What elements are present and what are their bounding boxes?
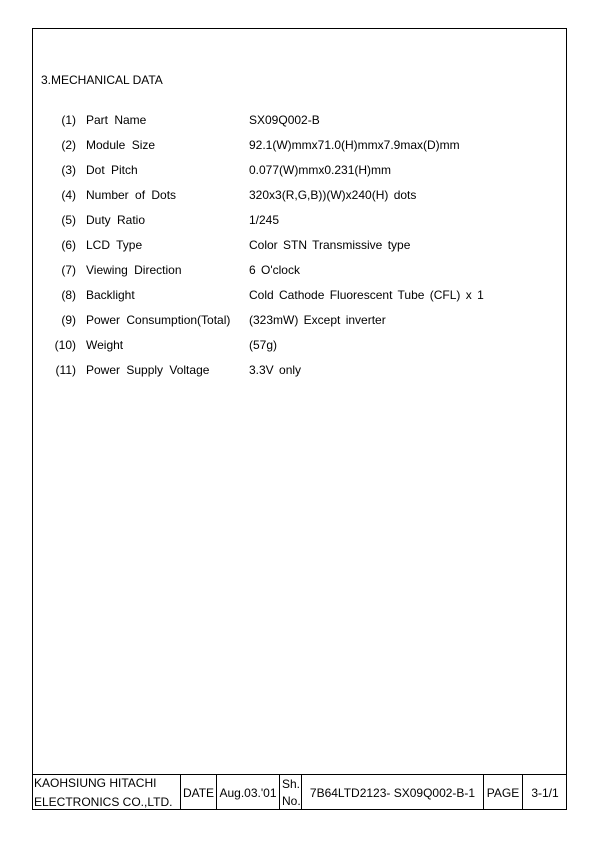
- page-number: 3-1/1: [522, 775, 567, 810]
- spec-row: [0, 163, 595, 188]
- date-value: Aug.03.'01: [216, 775, 279, 810]
- spec-row: [0, 188, 595, 213]
- spec-label: Part Name: [86, 113, 147, 127]
- spec-number: (8): [61, 288, 76, 302]
- spec-number: (2): [61, 138, 76, 152]
- sheet-label-line-1: Sh.: [282, 776, 301, 791]
- spec-label: Module Size: [86, 138, 156, 152]
- spec-value: 320x3(R,G,B))(W)x240(H) dots: [249, 188, 417, 202]
- company-name: [32, 775, 180, 810]
- sheet-label-line-2: No.: [282, 793, 301, 808]
- company-line-2: ELECTRONICS CO.,LTD.: [34, 794, 173, 809]
- spec-value: Color STN Transmissive type: [249, 238, 411, 252]
- spec-list: [0, 113, 595, 388]
- spec-number: (11): [55, 363, 76, 377]
- spec-number: (1): [61, 113, 76, 127]
- title-block: [32, 774, 567, 810]
- spec-row: [0, 213, 595, 238]
- spec-value: 0.077(W)mmx0.231(H)mm: [249, 163, 392, 177]
- spec-number: (9): [61, 313, 76, 327]
- spec-row: [0, 113, 595, 138]
- spec-value: 6 O'clock: [249, 263, 300, 277]
- spec-label: Weight: [86, 338, 124, 352]
- spec-label: Dot Pitch: [86, 163, 138, 177]
- spec-label: Number of Dots: [86, 188, 177, 202]
- spec-value: (323mW) Except inverter: [249, 313, 386, 327]
- spec-row: [0, 263, 595, 288]
- spec-row: [0, 313, 595, 338]
- spec-row: [0, 338, 595, 363]
- spec-value: SX09Q002-B: [249, 113, 320, 127]
- spec-number: (3): [61, 163, 76, 177]
- spec-row: [0, 138, 595, 163]
- company-line-1: KAOHSIUNG HITACHI: [34, 775, 157, 790]
- section-title: 3.MECHANICAL DATA: [41, 73, 163, 87]
- spec-value: 92.1(W)mmx71.0(H)mmx7.9max(D)mm: [249, 138, 460, 152]
- spec-value: 1/245: [249, 213, 280, 227]
- spec-label: Viewing Direction: [86, 263, 182, 277]
- spec-row: [0, 288, 595, 313]
- spec-label: Power Supply Voltage: [86, 363, 210, 377]
- page-label: PAGE: [483, 775, 522, 810]
- spec-value: 3.3V only: [249, 363, 302, 377]
- spec-label: Backlight: [86, 288, 135, 302]
- spec-number: (10): [54, 338, 76, 352]
- spec-label: LCD Type: [86, 238, 143, 252]
- spec-row: [0, 238, 595, 263]
- spec-value: Cold Cathode Fluorescent Tube (CFL) x 1: [249, 288, 484, 302]
- sheet-number-label: [279, 775, 301, 810]
- document-number: 7B64LTD2123- SX09Q002-B-1: [301, 775, 483, 810]
- spec-label: Duty Ratio: [86, 213, 146, 227]
- spec-number: (6): [61, 238, 76, 252]
- date-label: DATE: [180, 775, 216, 810]
- spec-label: Power Consumption(Total): [86, 313, 231, 327]
- spec-value: (57g): [249, 338, 278, 352]
- spec-number: (4): [61, 188, 76, 202]
- spec-number: (5): [61, 213, 76, 227]
- spec-row: [0, 363, 595, 388]
- spec-number: (7): [61, 263, 76, 277]
